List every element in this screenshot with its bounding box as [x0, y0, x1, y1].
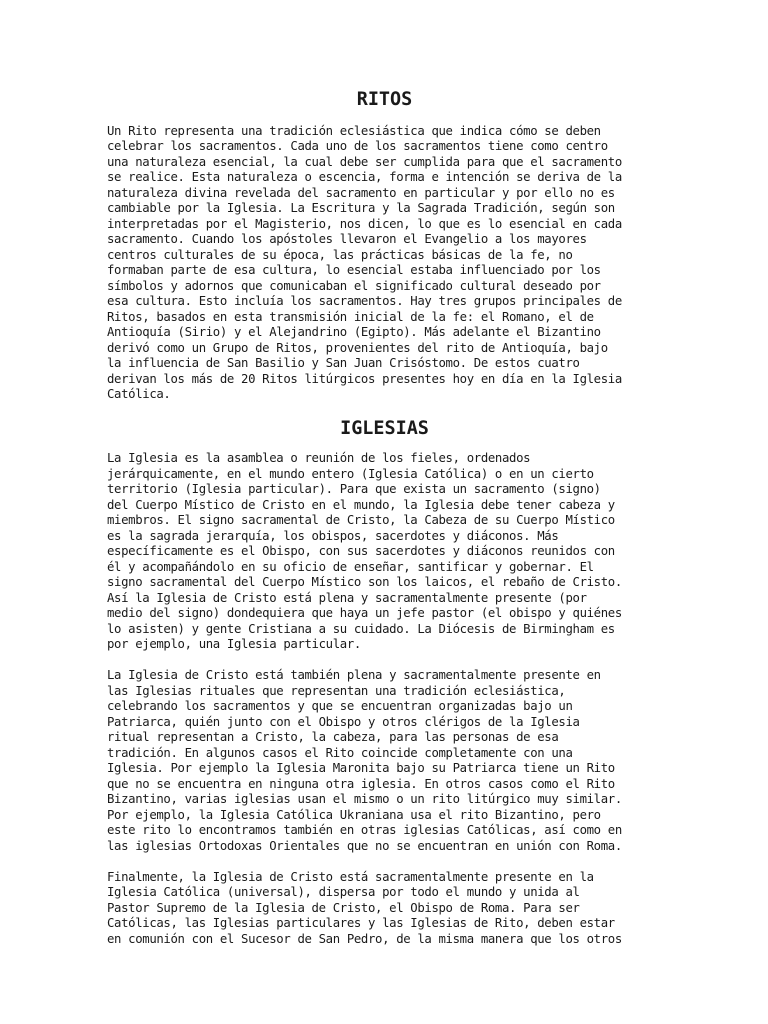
- paragraph-ritos-1: [107, 124, 662, 403]
- text-line: Un Rito representa una tradición eclesiástica que indica cómo se deben: [107, 123, 601, 138]
- text-line: medio del signo) dondequiera que haya un jefe pastor (el obispo y quiénes: [107, 606, 622, 620]
- text-line: ritual representan a Cristo, la cabeza, para las personas de esa: [107, 730, 559, 744]
- text-line: este rito lo encontramos también en otras iglesias Católicas, así como en: [107, 823, 622, 837]
- text-line: sacramento. Cuando los apóstoles llevaron el Evangelio a los mayores: [107, 232, 587, 246]
- text-line: Católica.: [107, 387, 171, 401]
- text-line: es la sagrada jerarquía, los obispos, sacerdotes y diáconos. Más: [107, 528, 559, 543]
- text-line: símbolos y adornos que comunicaban el significado cultural deseado por: [107, 278, 601, 293]
- text-line: celebrar los sacramentos. Cada uno de los sacramentos tiene como centro: [107, 139, 608, 153]
- text-line: signo sacramental del Cuerpo Místico son los laicos, el rebaño de Cristo.: [107, 575, 622, 589]
- text-line: La Iglesia de Cristo está también plena y sacramentalmente presente en: [107, 668, 601, 682]
- text-line: Pastor Supremo de la Iglesia de Cristo, el Obispo de Roma. Para ser: [107, 900, 580, 915]
- text-line: por ejemplo, una Iglesia particular.: [107, 637, 361, 651]
- text-line: las iglesias Ortodoxas Orientales que no se encuentran en unión con Roma.: [107, 838, 622, 853]
- text-line: Patriarca, quién junto con el Obispo y otros clérigos de la Iglesia: [107, 714, 580, 729]
- text-line: Ritos, basados en esta transmisión inicial de la fe: el Romano, el de: [107, 309, 594, 324]
- text-line: él y acompañándolo en su oficio de enseñar, santificar y gobernar. El: [107, 559, 594, 574]
- text-line: formaban parte de esa cultura, lo esencial estaba influenciado por los: [107, 263, 601, 277]
- text-line: Iglesia. Por ejemplo la Iglesia Maronita bajo su Patriarca tiene un Rito: [107, 761, 615, 775]
- paragraph-iglesias-3: [107, 870, 662, 948]
- text-line: que no se encuentra en ninguna otra iglesia. En otros casos como el Rito: [107, 776, 615, 791]
- text-line: del Cuerpo Místico de Cristo en el mundo, la Iglesia debe tener cabeza y: [107, 497, 615, 512]
- text-line: Católicas, las Iglesias particulares y las Iglesias de Rito, deben estar: [107, 916, 615, 930]
- text-line: interpretadas por el Magisterio, nos dicen, lo que es lo esencial en cada: [107, 216, 622, 231]
- text-line: las Iglesias rituales que representan una tradición eclesiástica,: [107, 683, 566, 698]
- section-heading-ritos: RITOS: [356, 89, 413, 110]
- text-line: celebrando los sacramentos y que se encuentran organizadas bajo un: [107, 699, 573, 713]
- text-line: Antioquía (Sirio) y el Alejandrino (Egipto). Más adelante el Bizantino: [107, 325, 601, 339]
- text-line: cambiable por la Iglesia. La Escritura y la Sagrada Tradición, según son: [107, 201, 615, 215]
- text-line: la influencia de San Basilio y San Juan Crisóstomo. De estos cuatro: [107, 356, 580, 370]
- text-line: miembros. El signo sacramental de Cristo, la Cabeza de su Cuerpo Místico: [107, 513, 615, 527]
- text-line: naturaleza divina revelada del sacramento en particular y por ello no es: [107, 185, 615, 200]
- section-heading-iglesias: IGLESIAS: [340, 417, 429, 439]
- document-page: [107, 89, 662, 963]
- text-line: Finalmente, la Iglesia de Cristo está sacramentalmente presente en la: [107, 869, 594, 884]
- text-line: jerárquicamente, en el mundo entero (Iglesia Católica) o en un cierto: [107, 466, 594, 481]
- text-line: una naturaleza esencial, la cual debe ser cumplida para que el sacramento: [107, 154, 622, 169]
- text-line: Iglesia Católica (universal), dispersa por todo el mundo y unida al: [107, 885, 580, 899]
- text-line: territorio (Iglesia particular). Para que exista un sacramento (signo): [107, 482, 601, 496]
- text-line: tradición. En algunos casos el Rito coincide completamente con una: [107, 745, 573, 760]
- text-line: esa cultura. Esto incluía los sacramentos. Hay tres grupos principales de: [107, 294, 622, 308]
- text-line: Bizantino, varias iglesias usan el mismo o un rito litúrgico muy similar.: [107, 792, 622, 806]
- text-line: lo asisten) y gente Cristiana a su cuidado. La Diócesis de Birmingham es: [107, 621, 615, 636]
- text-line: centros culturales de su época, las prácticas básicas de la fe, no: [107, 247, 573, 262]
- text-line: derivan los más de 20 Ritos litúrgicos presentes hoy en día en la Iglesia: [107, 371, 622, 386]
- paragraph-iglesias-2: [107, 668, 662, 854]
- text-line: específicamente es el Obispo, con sus sacerdotes y diáconos reunidos con: [107, 544, 615, 558]
- text-line: Así la Iglesia de Cristo está plena y sacramentalmente presente (por: [107, 590, 587, 605]
- text-line: La Iglesia es la asamblea o reunión de los fieles, ordenados: [107, 451, 531, 465]
- text-line: Por ejemplo, la Iglesia Católica Ukraniana usa el rito Bizantino, pero: [107, 807, 601, 822]
- text-line: derivó como un Grupo de Ritos, provenientes del rito de Antioquía, bajo: [107, 340, 608, 355]
- text-line: se realice. Esta naturaleza o escencia, forma e intención se deriva de la: [107, 170, 622, 184]
- paragraph-iglesias-1: [107, 451, 662, 653]
- text-line: en comunión con el Sucesor de San Pedro, de la misma manera que los otros: [107, 931, 622, 946]
